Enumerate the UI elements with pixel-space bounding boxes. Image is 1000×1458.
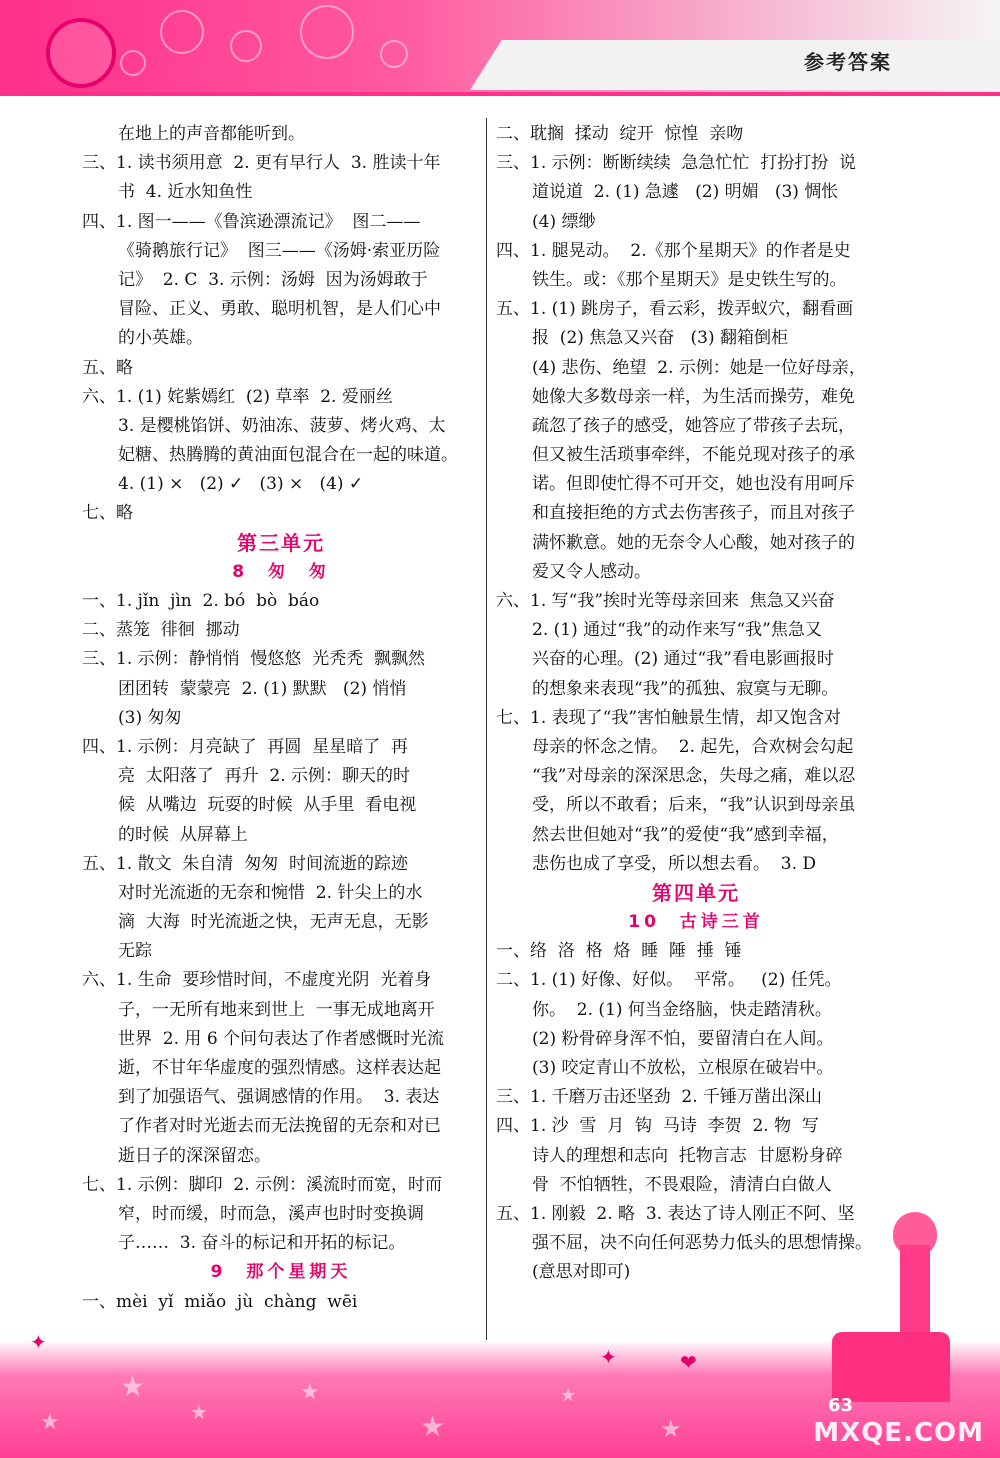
- answer-line: 爱又令人感动。: [532, 561, 651, 582]
- answer-line: 滴 大海 时光流逝之快，无声无息，无影: [118, 912, 429, 933]
- answer-line: 记》 2. C 3. 示例：汤姆 因为汤姆敢于: [118, 269, 428, 290]
- answer-line: 四、1. 图一——《鲁滨逊漂流记》 图二——: [82, 211, 421, 232]
- answer-line: 二、1. (1) 好像、好似。 平常。 (2) 任凭。: [496, 970, 842, 991]
- answer-line: 候 从嘴边 玩耍的时候 从手里 看电视: [118, 795, 417, 816]
- answer-line: (2) 粉骨碎身浑不怕，要留清白在人间。: [532, 1028, 834, 1049]
- answer-line: 二、耽搁 揉动 绽开 惊惶 亲吻: [496, 124, 744, 144]
- answer-line: 七、略: [82, 503, 133, 524]
- answer-line: 铁生。或：《那个星期天》是史铁生写的。: [532, 269, 847, 290]
- title-band: [470, 40, 1000, 90]
- answer-line: 团团转 蒙蒙亮 2. (1) 默默 (2) 悄悄: [118, 678, 407, 699]
- answer-line: 二、蒸笼 徘徊 挪动: [82, 620, 240, 641]
- lesson-heading: 8 匆 匆: [232, 561, 330, 582]
- star-icon: ★: [190, 1400, 208, 1424]
- answer-line: 一、络 洛 格 烙 睡 陲 捶 锤: [496, 941, 742, 962]
- answer-line: (意思对即可): [532, 1262, 631, 1283]
- answer-line: 无踪: [118, 941, 152, 962]
- watermark: MXQE.COM: [813, 1418, 984, 1448]
- answer-line: 五、1. 刚毅 2. 略 3. 表达了诗人刚正不阿、坚: [496, 1203, 855, 1224]
- answer-line: 世界 2. 用 6 个问句表达了作者感慨时光流: [118, 1028, 445, 1049]
- answer-line: 诗人的理想和志向 托物言志 甘愿粉身碎: [532, 1145, 843, 1166]
- answer-line: 母亲的怀念之情。 2. 起先，合欢树会勾起: [532, 736, 854, 757]
- heart-icon: ❤: [680, 1350, 697, 1374]
- answer-line: 的小英雄。: [118, 328, 203, 349]
- answer-line: 到了加强语气、强调感情的作用。 3. 表达: [118, 1087, 440, 1108]
- answer-line: 疏忽了孩子的感受，她答应了带孩子去玩，: [532, 415, 855, 436]
- answer-line: 妃糖、热腾腾的黄油面包混合在一起的味道。: [118, 445, 458, 466]
- answer-line: 3. 是樱桃馅饼、奶油冻、菠萝、烤火鸡、太: [118, 415, 446, 436]
- header-divider: [0, 92, 1000, 96]
- answer-line: 了作者对时光逝去而无法挽留的无奈和对已: [118, 1116, 441, 1137]
- answer-line: 五、1. (1) 跳房子，看云彩，拨弄蚁穴，翻看画: [496, 299, 854, 320]
- answer-line: 六、1. 写“我”挨时光等母亲回来 焦急又兴奋: [496, 591, 835, 611]
- answer-line: 然去世但她对“我”的爱使“我”感到幸福，: [532, 824, 839, 845]
- answer-line: 一、1. jǐn jìn 2. bó bò báo: [82, 591, 320, 611]
- right-column: [496, 120, 896, 1288]
- lesson-heading: 10 古诗三首: [628, 912, 764, 933]
- star-icon: ★: [420, 1410, 446, 1443]
- answer-line: 强不屈，决不向任何恶势力低头的思想情操。: [532, 1233, 872, 1254]
- answer-line: 的想象来表现“我”的孤独、寂寞与无聊。: [532, 678, 839, 699]
- answer-line: 受，所以不敢看；后来，“我”认识到母亲虽: [532, 795, 856, 816]
- answer-line: 诺。但即使忙得不可开交，她也没有用呵斥: [532, 474, 855, 495]
- answer-line: 窄，时而缓，时而急，溪声也时时变换调: [118, 1203, 424, 1224]
- answer-line: 的时候 从屏幕上: [118, 824, 248, 845]
- answer-line: 书 4. 近水知鱼性: [118, 182, 253, 203]
- answer-line: 四、1. 腿晃动。 2.《那个星期天》的作者是史: [496, 240, 851, 261]
- star-icon: ★: [40, 1410, 60, 1435]
- answer-line: 和直接拒绝的方式去伤害孩子，而且对孩子: [532, 503, 855, 524]
- star-icon: ★: [560, 1385, 577, 1406]
- answer-line: 六、1. 生命 要珍惜时间，不虚度光阴 光着身: [82, 970, 432, 991]
- column-divider: [486, 118, 487, 1343]
- answer-line: 悲伤也成了享受，所以想去看。 3. D: [532, 853, 817, 874]
- star-icon: ★: [300, 1380, 320, 1405]
- answer-line: 满怀歉意。她的无奈令人心酸，她对孩子的: [532, 532, 855, 553]
- star-icon: ★: [120, 1370, 146, 1403]
- tower-icon: [900, 1245, 930, 1345]
- answer-line: 亮 太阳落了 再升 2. 示例：聊天的时: [118, 766, 411, 787]
- answer-line: 一、mèi yǐ miǎo jù chàng wēi: [82, 1291, 358, 1312]
- answer-line: 4. (1) × (2) ✓ (3) × (4) ✓: [118, 474, 364, 495]
- answer-line: 四、1. 示例：月亮缺了 再圆 星星暗了 再: [82, 736, 409, 757]
- answer-line: 逝日子的深深留恋。: [118, 1145, 271, 1166]
- bird-icon: ✦: [30, 1330, 47, 1354]
- answer-line: “我”对母亲的深深思念，失母之痛，难以忍: [532, 766, 856, 787]
- answer-line: 三、1. 读书须用意 2. 更有早行人 3. 胜读十年: [82, 153, 441, 174]
- star-icon: ★: [660, 1415, 682, 1443]
- answer-line: (3) 咬定青山不放松，立根原在破岩中。: [532, 1058, 834, 1078]
- answer-line: 道说道 2. (1) 急遽 (2) 明媚 (3) 惆怅: [532, 182, 839, 203]
- ring-icon: [46, 18, 116, 88]
- answer-line: (4) 悲伤、绝望 2. 示例：她是一位好母亲，: [532, 357, 866, 378]
- answer-line: 2. (1) 通过“我”的动作来写“我”焦急又: [532, 620, 822, 641]
- answer-line: 《骑鹅旅行记》 图三——《汤姆·索亚历险: [118, 240, 441, 261]
- answer-line: 骨 不怕牺牲，不畏艰险，清清白白做人: [532, 1174, 832, 1195]
- answer-line: 四、1. 沙 雪 月 钩 马诗 李贺 2. 物 写: [496, 1116, 819, 1137]
- unit-heading: 第四单元: [652, 880, 740, 905]
- answer-line: 子…… 3. 奋斗的标记和开拓的标记。: [118, 1233, 406, 1254]
- answer-line: 在地上的声音都能听到。: [118, 124, 305, 144]
- answer-line: 七、1. 示例：脚印 2. 示例：溪流时而宽，时而: [82, 1174, 443, 1195]
- answer-line: 七、1. 表现了“我”害怕触景生情，却又饱含对: [496, 707, 842, 728]
- answer-line: 冒险、正义、勇敢、聪明机智，是人们心中: [118, 299, 441, 320]
- answer-line: 兴奋的心理。(2) 通过“我”看电影画报时: [532, 649, 834, 670]
- answer-line: 她像大多数母亲一样，为生活而操劳，难免: [532, 386, 855, 407]
- answer-line: (3) 匆匆: [118, 707, 182, 728]
- answer-line: 你。 2. (1) 何当金络脑，快走踏清秋。: [532, 999, 832, 1020]
- answer-line: 六、1. (1) 姹紫嫣红 (2) 草率 2. 爱丽丝: [82, 386, 393, 407]
- answer-line: 五、略: [82, 357, 133, 378]
- answer-line: 三、1. 示例：静悄悄 慢悠悠 光秃秃 飘飘然: [82, 649, 426, 670]
- answer-line: 五、1. 散文 朱自清 匆匆 时间流逝的踪迹: [82, 853, 409, 874]
- bird-icon: ✦: [600, 1345, 617, 1369]
- page-number: 63: [828, 1395, 854, 1416]
- page-header: [0, 0, 1000, 95]
- answer-line: 子，一无所有地来到世上 一事无成地离开: [118, 999, 435, 1020]
- answer-line: 逝，不甘年华虚度的强烈情感。这样表达起: [118, 1058, 441, 1078]
- answer-line: 三、1. 示例：断断续续 急急忙忙 打扮打扮 说: [496, 153, 857, 174]
- lesson-heading: 9 那个星期天: [210, 1262, 352, 1283]
- left-column: [82, 120, 480, 1317]
- unit-heading: 第三单元: [237, 530, 325, 555]
- answer-line: 报 (2) 焦急又兴奋 (3) 翻箱倒柜: [532, 328, 788, 349]
- answer-line: 但又被生活琐事牵绊，不能兑现对孩子的承: [532, 445, 855, 466]
- house-icon: [832, 1332, 950, 1402]
- answer-line: 三、1. 千磨万击还坚劲 2. 千锤万凿出深山: [496, 1087, 823, 1108]
- answer-line: (4) 缥缈: [532, 211, 596, 232]
- answer-line: 对时光流逝的无奈和惋惜 2. 针尖上的水: [118, 882, 423, 903]
- page-title: 参考答案: [804, 50, 892, 74]
